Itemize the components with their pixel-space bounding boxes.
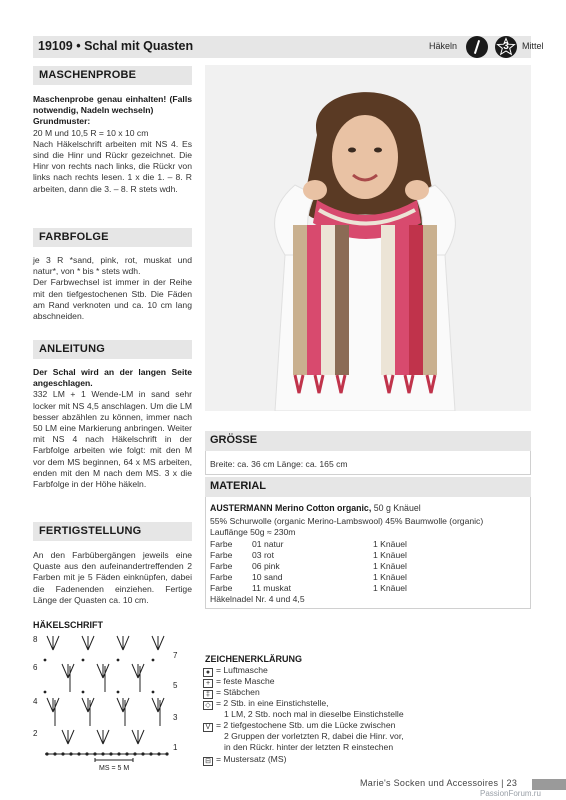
difficulty-level: 3 xyxy=(503,41,509,52)
section-groesse xyxy=(205,431,531,451)
spike-stitch-icon: V xyxy=(203,723,213,732)
row-label: 3 xyxy=(173,713,178,722)
watermark: PassionForum.ru xyxy=(480,789,541,798)
yarn-color-row xyxy=(210,572,460,583)
product-photo xyxy=(205,65,531,411)
legend-text: = 2 Stb. in eine Einstichstelle, xyxy=(216,698,329,708)
color-label: Farbe xyxy=(210,572,233,582)
pattern-title: 19109 • Schal mit Quasten xyxy=(38,39,194,53)
color-label: Farbe xyxy=(210,550,233,560)
size-text: Breite: ca. 36 cm Länge: ca. 165 cm xyxy=(210,459,348,469)
color-label: Farbe xyxy=(210,539,233,549)
difficulty-star-icon xyxy=(495,36,517,58)
repeat-label: MS = 5 M xyxy=(99,765,130,770)
section-maschenprobe xyxy=(33,66,192,85)
section-heading: MASCHENPROBE xyxy=(39,69,137,81)
legend-text: = feste Masche xyxy=(216,676,275,686)
maschenprobe-instructions: Nach Häkelschrift arbeiten mit NS 4. Es sind die Hinr und Rückr gezeichnet. Die Hinr von rechts nach links, die Rückr von links nach rechts lesen. 1 x die 1. – 8. R arbeiten, dann die 3. – 8. R stets wdh. xyxy=(33,138,192,194)
row-label: 1 xyxy=(173,743,178,752)
color-amount: 1 Knäuel xyxy=(373,561,407,571)
shell-stitch-icon: ◇ xyxy=(203,701,213,710)
legend-subtext: 1 LM, 2 Stb. noch mal in dieselbe Einstichstelle xyxy=(224,709,404,719)
maschenprobe-sub: Grundmuster: xyxy=(33,116,91,127)
legend-text: = Mustersatz (MS) xyxy=(216,754,287,764)
legend-text: = Luftmasche xyxy=(216,665,268,675)
fertigstellung-instructions: An den Farbübergängen jeweils eine Quaste aus den aufeinandertreffenden 2 Farben mit je 5 Fäden einknüpfen, dabei die Fadenenden einziehen. Fertige Länge der Quasten ca. 10 cm. xyxy=(33,550,192,605)
farbfolge-notes: Der Farbwechsel ist immer in der Reihe mit den tiefgestochenen Stb. Die Fäden am Rand verknoten und ca. 10 cm lang abschneiden. xyxy=(33,277,192,322)
color-amount: 1 Knäuel xyxy=(373,583,407,593)
yarn-weight: 50 g Knäuel xyxy=(371,503,421,513)
maschenprobe-text xyxy=(33,94,192,195)
anleitung-text xyxy=(33,367,192,490)
needle-size: Häkelnadel Nr. 4 und 4,5 xyxy=(210,594,305,604)
color-name: 10 sand xyxy=(252,572,283,582)
maschenprobe-lead: Maschenprobe genau einhalten! (Falls notwendig, Nadeln wechseln) xyxy=(33,94,192,116)
legend-text: = Stäbchen xyxy=(216,687,260,697)
yarn-composition: 55% Schurwolle (organic Merino-Lambswool) 45% Baumwolle (organic) xyxy=(210,516,484,526)
legend-subtext: in den Rückr. hinter der letzten R einstechen xyxy=(224,742,394,752)
row-label: 8 xyxy=(33,635,38,644)
yarn-name: AUSTERMANN Merino Cotton organic, xyxy=(210,503,372,513)
model-with-scarf-illustration xyxy=(205,65,531,411)
farbfolge-text xyxy=(33,255,192,322)
anleitung-lead: Der Schal wird an der langen Seite angeschlagen. xyxy=(33,367,192,389)
section-fertigstellung xyxy=(33,522,192,541)
chart-title: HÄKELSCHRIFT xyxy=(33,620,103,630)
color-label: Farbe xyxy=(210,583,233,593)
section-material xyxy=(205,477,531,497)
row-label: 4 xyxy=(33,697,38,706)
yarn-color-row xyxy=(210,550,460,561)
color-label: Farbe xyxy=(210,561,233,571)
color-amount: 1 Knäuel xyxy=(373,572,407,582)
section-anleitung xyxy=(33,340,192,359)
color-amount: 1 Knäuel xyxy=(373,539,407,549)
yarn-color-row xyxy=(210,539,460,550)
fertigstellung-text xyxy=(33,550,192,606)
double-crochet-icon: ‡ xyxy=(203,690,213,699)
section-farbfolge xyxy=(33,228,192,247)
difficulty-label: Mittel xyxy=(522,41,544,51)
legend-item-repeat xyxy=(203,754,286,766)
chain-stitch-icon: ● xyxy=(203,668,213,677)
row-label: 7 xyxy=(173,651,178,660)
craft-label: Häkeln xyxy=(429,41,458,51)
section-heading: FERTIGSTELLUNG xyxy=(39,525,142,537)
yarn-title xyxy=(210,503,421,513)
maschenprobe-gauge: 20 M und 10,5 R = 10 x 10 cm xyxy=(33,127,149,138)
yarn-color-row xyxy=(210,583,460,594)
legend-title: ZEICHENERKLÄRUNG xyxy=(205,654,303,664)
pattern-repeat-icon: ⊟ xyxy=(203,757,213,766)
page-footer: Marie's Socken und Accessoires | 23 xyxy=(360,778,518,788)
legend-subtext: 2 Gruppen der vorletzten R, dabei die Hinr. vor, xyxy=(224,731,404,741)
single-crochet-icon: + xyxy=(203,679,213,688)
title-bar xyxy=(33,36,544,58)
legend-text: = 2 tiefgestochene Stb. um die Lücke zwischen xyxy=(216,720,396,730)
section-heading: ANLEITUNG xyxy=(39,343,105,355)
crochet-hook-icon xyxy=(466,36,488,58)
yarn-color-row xyxy=(210,561,460,572)
crochet-chart xyxy=(33,630,183,770)
yarn-length: Lauflänge 50g ≈ 230m xyxy=(210,527,296,537)
color-name: 06 pink xyxy=(252,561,280,571)
row-label: 5 xyxy=(173,681,178,690)
row-label: 2 xyxy=(33,729,38,738)
farbfolge-sequence: je 3 R *sand, pink, rot, muskat und natur*, von * bis * stets wdh. xyxy=(33,255,192,277)
section-heading: FARBFOLGE xyxy=(39,231,109,243)
anleitung-instructions: 332 LM + 1 Wende-LM in sand sehr locker mit NS 4,5 anschlagen. Um die LM besser abzählen zu können, immer nach 50 LM eine Markierung anbringen. Weiter mit NS 4 nach Häkelschrift in der Farbfolge arbeiten wie folgt: mit den M vor dem MS beginnen, 64 x MS arbeiten, enden mit den M nach dem MS. 3 x die Farbfolge in der Höhe häkeln. xyxy=(33,389,192,490)
row-label: 6 xyxy=(33,663,38,672)
color-amount: 1 Knäuel xyxy=(373,550,407,560)
color-name: 03 rot xyxy=(252,550,274,560)
color-name: 11 muskat xyxy=(252,583,292,593)
section-heading: GRÖSSE xyxy=(210,434,258,446)
color-name: 01 natur xyxy=(252,539,284,549)
section-heading: MATERIAL xyxy=(210,480,267,492)
